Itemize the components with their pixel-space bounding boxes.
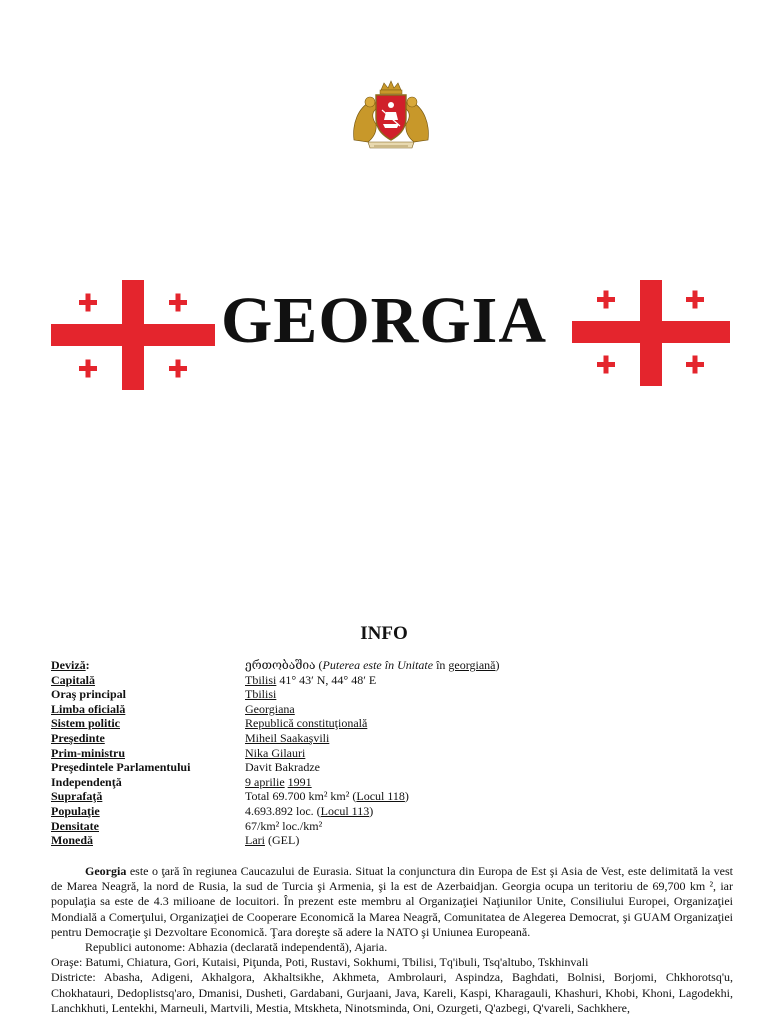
info-row-political-system [51, 716, 731, 731]
info-row-area: Suprafaţă Total 69.700 km² km² (Locul 118) [51, 789, 409, 804]
capital-coordinates: 41° 43′ N, 44° 48′ E [276, 672, 377, 687]
president-link[interactable]: Miheil Saakaşvili [245, 730, 330, 745]
info-row-main-city [51, 687, 731, 702]
political-system-link[interactable]: Republică constituţională [245, 716, 368, 731]
population-value: 4.693.892 loc. ( [245, 803, 321, 818]
cities-list: Oraşe: Batumi, Chiatura, Gori, Kutaisi, Piţunda, Poti, Rustavi, Sokhumi, Tbilisi, Tq'ibuli, Tsq'altubo, Tskhinvali [51, 955, 589, 970]
population-rank-link[interactable]: Locul 113 [320, 803, 370, 818]
area-value: Total 69.700 km² km² ( [245, 789, 357, 804]
independence-year-link[interactable]: 1991 [287, 774, 312, 789]
population-label[interactable]: Populaţie [51, 803, 100, 818]
independence-label: Independenţă [51, 774, 122, 789]
info-row-density [51, 819, 731, 834]
currency-label[interactable]: Monedă [51, 833, 93, 848]
coat-of-arms-emblem [346, 80, 436, 154]
autonomous-republics: Republici autonome: Abhazia (declarată independentă), Ajaria. [85, 940, 388, 955]
info-row-currency [51, 833, 731, 848]
currency-code: (GEL) [265, 833, 300, 848]
article-text [51, 864, 733, 1016]
info-heading: INFO [360, 623, 408, 644]
density-value: 67/km² loc./km² [245, 818, 323, 833]
area-label[interactable]: Suprafaţă [51, 789, 103, 804]
currency-link[interactable]: Lari [245, 833, 265, 848]
intro-paragraph: Georgia este o ţară în regiunea Caucazului de Eurasia. Situat la conjunctura din Europa de Est şi Asia de Vest, este delimitată la vest de Marea Neagră, la nord de Rusia, la sud de Turcia şi Armenia, şi la est de Azerbaidjan. Georgia ocupa un teritoriu de 69,700 km ², iar populaţia sa este de 4.3 milioane de locuitori. În prezent este membru al Organizaţiei Naţiunilor Unite, Consiliului Europei, Organizaţiei Mondială a Comerţului, Organizaţiei de Cooperare Economică la Marea Neagră, Comunitatea de Alegerea Democrat, şi GUAM Organizaţiei pentru Democraţie şi Dezvoltare Economică. Ţara doreşte să adere la NATO şi Uniunea Europeană. [51, 864, 733, 939]
main-city-link[interactable]: Tbilisi [245, 687, 277, 702]
president-label[interactable]: Preşedinte [51, 730, 105, 745]
area-rank-link[interactable]: Locul 118 [356, 789, 405, 804]
info-row-president [51, 731, 731, 746]
georgian-language-link[interactable]: georgiană [448, 658, 496, 672]
districts-list: Districte: Abasha, Adigeni, Akhalgora, Akhaltsikhe, Akhmeta, Ambrolauri, Aspindza, Baghdati, Bolnisi, Borjomi, Chkhorotsq'u, Chokhatauri, Dedoplistsq'aro, Dmanisi, Dusheti, Gardabani, Gurjaani, Java, Kareli, Kaspi, Kharagauli, Khashuri, Khobi, Khoni, Lagodekhi, Lanchkhuti, Lentekhi, Marneuli, Martvili, Mestia, Mtskheta, Ninotsminda, Oni, Ozurgeti, Q'azbegi, Q'vareli, Sachkhere, [51, 970, 733, 1015]
capital-label[interactable]: Capitală [51, 672, 96, 687]
prime-minister-link[interactable]: Nika Gilauri [245, 745, 306, 760]
info-row-parliament-president [51, 760, 731, 775]
info-table [51, 658, 731, 848]
info-row-independence [51, 775, 731, 790]
parliament-president-label: Preşedintele Parlamentului [51, 760, 191, 775]
info-row-language [51, 702, 731, 717]
info-row-capital [51, 673, 731, 688]
parliament-president-value: Davit Bakradze [245, 760, 320, 775]
page-title: GEORGIA [220, 284, 548, 357]
language-label[interactable]: Limba oficială [51, 701, 126, 716]
density-label[interactable]: Densitate [51, 818, 99, 833]
motto-label[interactable]: Deviză [51, 658, 86, 672]
language-link[interactable]: Georgiana [245, 701, 295, 716]
capital-link[interactable]: Tbilisi [245, 672, 277, 687]
motto-value: ერთობაშია [245, 658, 316, 672]
info-row-prime-minister [51, 746, 731, 761]
political-system-label[interactable]: Sistem politic [51, 716, 120, 731]
main-city-label: Oraş principal [51, 687, 127, 702]
info-row-population: Populaţie 4.693.892 loc. (Locul 113) [51, 803, 374, 818]
independence-date-link[interactable]: 9 aprilie [245, 774, 285, 789]
info-row-motto: Deviză: ერთობაშია (Puterea este în Unitate în georgiană) [51, 658, 500, 672]
prime-minister-label[interactable]: Prim-ministru [51, 745, 125, 760]
